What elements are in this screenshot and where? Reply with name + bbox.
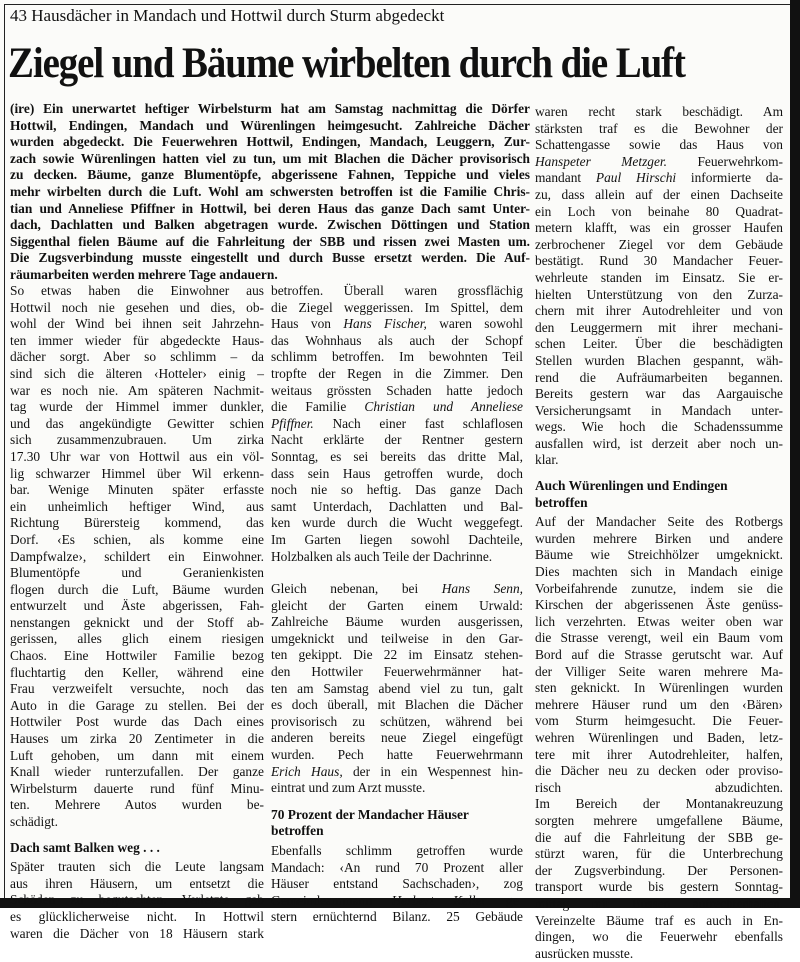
text-line: Die Zugsverbindung musste eingestellt und durch Busse ersetzt werden. Die Auf-: [10, 250, 530, 266]
text-line: Dampfwalze›, schildert ein Einwohner.: [10, 548, 264, 564]
subheading: Auch Würenlingen und Endingen: [535, 478, 728, 494]
text-line: und das angekündigte Gewitter schien: [10, 415, 264, 431]
text-line: Bäume wie Streichhölzer umgeknickt.: [535, 547, 783, 563]
text-line: den Leuggermern mit ihrer mechani-: [535, 319, 783, 335]
text-line: sorgten mehrere umgefallene Bäume,: [535, 812, 783, 828]
text-line: wurden mehrere Birken und andere: [535, 530, 783, 546]
text-line: Kirschen der abgerissenen Äste genüss-: [535, 597, 783, 613]
text-line: Gemeindeammann Herbert Keller ge-: [271, 892, 524, 908]
text-line: Im Bereich der Montanakreuzung: [535, 796, 783, 812]
person-name: Erich Haus,: [271, 763, 343, 779]
text-line: betroffen. Überall waren grossflächig: [271, 283, 523, 298]
text-line: Nacht erklärte der Rentner gestern: [271, 432, 523, 448]
text-line: Knall wieder runterzufallen. Der ganze: [10, 764, 264, 780]
text-line: stärksten traf es die Bewohner der: [535, 120, 783, 136]
text-line: Haus von Hans Fischer, waren sowohl: [271, 316, 523, 332]
text-line: es glücklicherweise nicht. In Hottwil: [10, 908, 264, 924]
text-line: sich zusammenzubrauen. Um zirka: [10, 432, 264, 448]
text-line: ten. Mehrere Autos wurden be-: [10, 797, 264, 813]
text-line: wurden abgedeckt. Die Feuerwehren Hottwil, Endingen, Mandach, Leuggern, Zur-: [10, 134, 530, 150]
text-line: rend die Aufräumarbeiten begannen.: [535, 369, 783, 385]
text-line: schädigt.: [10, 814, 58, 829]
text-line: dingen, wo die Feuerwehr ebenfalls: [535, 929, 783, 945]
text-line: tag wurde der Himmel immer dunkler,: [10, 399, 264, 415]
text-line: dass sein Haus getroffen wurde, doch: [271, 465, 523, 481]
text-line: Dies machten sich in Mandach einige: [535, 564, 783, 580]
text-line: So etwas haben die Einwohner aus: [10, 283, 264, 298]
text-line: klar.: [535, 452, 559, 468]
text-line: waren die Dächer von 18 Häusern stark: [10, 925, 264, 941]
text-line: mehr wirbelten durch die Luft. Wohl am schwersten betroffen ist die Familie Chris-: [10, 183, 530, 199]
text-line: dächer sorgt. Aber so schlimm – da: [10, 349, 264, 365]
text-line: lig schwarzer Himmel über Wil erkenn-: [10, 465, 264, 481]
text-line: ein Loch von beinahe 80 Quadrat-: [535, 203, 783, 219]
subheading: 70 Prozent der Mandacher Häuser: [271, 806, 469, 822]
text-line: samt Unterdach, Dachlatten und Bal-: [271, 498, 523, 514]
text-line: aus ihren Häusern, um entsetzt die: [10, 875, 264, 891]
text-line: Blumentöpfe und Geranienkisten: [10, 565, 264, 581]
text-line: ten gekippt. Die 22 im Einsatz stehen-: [271, 647, 523, 663]
text-line: transport wurde bis gestern Sonntag-: [535, 879, 783, 895]
text-line: Ebenfalls schlimm getroffen wurde: [271, 843, 523, 858]
text-line: stern ernüchternd Bilanz. 25 Gebäude: [271, 909, 523, 925]
text-line: Pfiffner. Nach einer fast schlaflosen: [271, 415, 523, 431]
text-line: Hottwil noch nie gesehen und dies, ob-: [10, 299, 264, 315]
text-line: waren recht stark beschädigt. Am: [535, 104, 783, 119]
text-line: ten immer wieder für abgedeckte Haus-: [10, 332, 264, 348]
text-line: zerbrochener Ziegel vor dem Gebäude: [535, 236, 783, 252]
subheading: betroffen: [271, 823, 324, 839]
text-line: Dorf. ‹Es schien, als komme eine: [10, 531, 264, 547]
subheading: betroffen: [535, 494, 588, 510]
text-line: tropfte der Regen in die Zimmer. Den: [271, 365, 523, 381]
text-line: Vorbeifahrende zunutze, indem sie die: [535, 580, 783, 596]
text-line: bestätigt. Rund 30 Mandacher Feuer-: [535, 253, 783, 269]
text-line: Frau verzweifelt versuchte, noch das: [10, 681, 264, 697]
text-line: Hauses um zirka 20 Zentimeter in die: [10, 731, 264, 747]
text-line: Später trauten sich die Leute langsam: [10, 859, 264, 875]
scan-edge-right: [790, 0, 800, 908]
text-line: ausfallen wird, ist derzeit aber noch un-: [535, 435, 783, 451]
text-line: der Villiger Seite waren mehrere Ma-: [535, 663, 783, 679]
text-line: die Dächer neu zu decken oder proviso-: [535, 763, 783, 779]
text-line: tian und Anneliese Pfiffner in Hottwil, bei deren Haus das ganze Dach samt Unter-: [10, 200, 530, 216]
text-line: ten am Samstag abend viel zu tun, galt: [271, 680, 523, 696]
text-line: ausrücken musste.: [535, 945, 634, 961]
text-line: ein unheimlich heftiger Wind, aus: [10, 498, 264, 514]
person-name: Pfiffner.: [271, 415, 314, 431]
text-line: metern klafft, was ein grosser Haufen: [535, 220, 783, 236]
column-2: [271, 283, 523, 926]
article-kicker: 43 Hausdächer in Mandach und Hottwil durch Sturm abgedeckt: [10, 6, 445, 25]
text-line: wohl der Wind bei ihnen seit Jahrzehn-: [10, 316, 264, 332]
text-line: Schäden zu begutachten. Verletzte gab: [10, 892, 264, 908]
text-line: fluchtartig den Keller, während eine: [10, 664, 264, 680]
text-line: war es noch nie. Am späteren Nachmit-: [10, 382, 264, 398]
text-line: Holzbalken als auch Teile der Dachrinne.: [271, 548, 493, 564]
text-line: wehren Würenlingen und Baden, letz-: [535, 729, 783, 745]
text-line: Wirbelsturm dauerte rund fünf Minu-: [10, 780, 264, 796]
text-line: Luft gehoben, um dann mit einem: [10, 747, 264, 763]
text-line: es doch überall, mit Blachen die Dächer: [271, 697, 523, 713]
text-line: räumarbeiten werden mehrere Tage andauern.: [10, 266, 278, 282]
text-line: ken wurde durch die Wucht weggefegt.: [271, 515, 523, 531]
text-line: entwurzelt und Äste abgerissen, Fah-: [10, 598, 264, 614]
text-line: wegs. Wie hoch die Schadenssumme: [535, 419, 783, 435]
text-line: noch nie so heftig. Das ganze Dach: [271, 482, 523, 498]
text-line: Mandach: ‹An rund 70 Prozent aller: [271, 859, 523, 875]
text-line: sind sich die älteren ‹Hotteler› einig –: [10, 365, 264, 381]
text-line: nenstangen geknickt und der Stoff ab-: [10, 614, 264, 630]
text-line: zach sowie Würenlingen hatten viel zu tun, um mit Blachen die Dächer provisorisch: [10, 150, 530, 166]
text-line: Häuser entstand Sachschaden›, zog: [271, 876, 523, 892]
text-line: hielten Unterstützung von den Zurza-: [535, 286, 783, 302]
text-line: lich verzehrten. Etwas weiter oben war: [535, 613, 783, 629]
text-line: (ire) Ein unerwartet heftiger Wirbelsturm hat am Samstag nachmittag die Dörfer: [10, 101, 530, 116]
text-line: schen Leiter. Über die beschädigten: [535, 336, 783, 352]
person-name: Hanspeter Metzger.: [535, 153, 667, 169]
text-line: chern mit ihrer Autodrehleiter und von: [535, 303, 783, 319]
text-line: Hottwiler Post wurde das Dach eines: [10, 714, 264, 730]
text-line: dach, Dachlatten und Balken abgetragen wurde. Zwischen Döttingen und Station: [10, 217, 530, 233]
text-line: Chaos. Eine Hottwiler Familie bezog: [10, 648, 264, 664]
text-line: Bereits gestern war das Aargauische: [535, 386, 783, 402]
text-line: vom Sturm heimgesucht. Die Feuer-: [535, 713, 783, 729]
column-1: [10, 283, 264, 942]
article-lead: [10, 101, 530, 284]
person-name: Paul Hirschi: [595, 170, 677, 186]
text-line: risch abzudichten.: [535, 779, 783, 795]
text-line: stürzt waren, für die Unterbrechung: [535, 846, 783, 862]
column-3: [535, 104, 783, 962]
text-line: tere mit ihrer Autodrehleiter, halfen,: [535, 746, 783, 762]
text-line: Schattengasse sowie das Haus von: [535, 137, 783, 153]
text-line: Zahlreiche Bäume wurden ausgerissen,: [271, 614, 523, 630]
text-line: mehrere Häuser rund um den ‹Bären›: [535, 696, 783, 712]
text-line: Gleich nebenan, bei Hans Senn,: [271, 581, 523, 597]
text-line: Richtung Bürersteig kommend, das: [10, 515, 264, 531]
text-line: der Zugsverbindung. Der Personen-: [535, 862, 783, 878]
text-line: Hottwil, Endingen, Mandach und Würenlingen heimgesucht. Zahlreiche Dächer: [10, 117, 530, 133]
text-line: mandant Paul Hirschi informierte da-: [535, 170, 783, 186]
text-line: den Hottwiler Feuerwehrmänner hat-: [271, 664, 523, 680]
text-line: die Ziegel weggerissen. Im Spittel, dem: [271, 299, 523, 315]
text-line: schlimm betroffen. Im bewohnten Teil: [271, 349, 523, 365]
text-line: wehrleute standen im Einsatz. Sie er-: [535, 269, 783, 285]
subheading: Dach samt Balken weg . . .: [10, 839, 160, 855]
text-line: provisorisch zu schützen, während bei: [271, 713, 523, 729]
text-line: Bord auf die Strasse gerutscht war. Auf: [535, 647, 783, 662]
text-line: umgeknickt und teilweise in den Gar-: [271, 630, 523, 646]
person-name: Christian und Anneliese: [364, 399, 523, 415]
text-line: Vereinzelte Bäume traf es auch in En-: [535, 912, 783, 928]
text-line: Stellen wurden Blachen gespannt, wäh-: [535, 352, 783, 368]
person-name: Hans Fischer,: [343, 316, 427, 332]
text-line: wurden. Pech hatte Feuerwehrmann: [271, 747, 523, 763]
person-name: Hans Senn,: [441, 581, 523, 597]
text-line: Siggenthal fielen Bäume auf die Fahrleitung der SBB und rissen zwei Masten um.: [10, 233, 530, 249]
text-line: die Familie Christian und Anneliese: [271, 399, 523, 415]
text-line: das Wohnhaus als auch der Schopf: [271, 332, 523, 348]
text-line: die auf die Fahrleitung der SBB ge-: [535, 829, 783, 845]
text-line: Auf der Mandacher Seite des Rotbergs: [535, 514, 783, 530]
text-line: zu, dass allein auf der einen Dachseite: [535, 186, 783, 202]
text-line: flogen durch die Luft, Bäume wurden: [10, 581, 264, 597]
text-line: Im Garten liegen sowohl Dachteile,: [271, 531, 523, 547]
text-line: Auto in die Garage zu stellen. Bei der: [10, 697, 264, 713]
text-line: gerissen, alles glich einem riesigen: [10, 631, 264, 647]
text-line: mittag mit Bussen aufrechterhalten.: [535, 895, 783, 911]
text-line: Sonntag, es sei bereits das dritte Mal,: [271, 448, 523, 464]
text-line: eintrat und zum Arzt musste.: [271, 780, 426, 796]
text-line: anderen bereits neue Ziegel eingefügt: [271, 730, 523, 746]
text-line: gleicht der Garten einem Urwald:: [271, 597, 523, 613]
text-line: 17.30 Uhr war von Hottwil aus ein völ-: [10, 448, 264, 464]
text-line: zu decken. Bäume, ganze Blumentöpfe, abgerissene Fahnen, Teppiche und vieles: [10, 167, 530, 183]
text-line: weitaus grössten Schaden hatte jedoch: [271, 382, 523, 398]
text-line: die Strasse verengt, weil ein Baum vom: [535, 630, 783, 646]
person-name: Herbert Keller: [391, 892, 487, 908]
text-line: Hanspeter Metzger. Feuerwehrkom-: [535, 153, 783, 169]
text-line: sten geknickt. In Würenlingen wurden: [535, 680, 783, 696]
article-headline: Ziegel und Bäume wirbelten durch die Luft: [8, 40, 685, 87]
text-line: Versicherungsamt in Mandach unter-: [535, 402, 783, 418]
text-line: Erich Haus, der in ein Wespennest hin-: [271, 763, 523, 779]
text-line: bar. Wenige Minuten später erfasste: [10, 482, 264, 498]
